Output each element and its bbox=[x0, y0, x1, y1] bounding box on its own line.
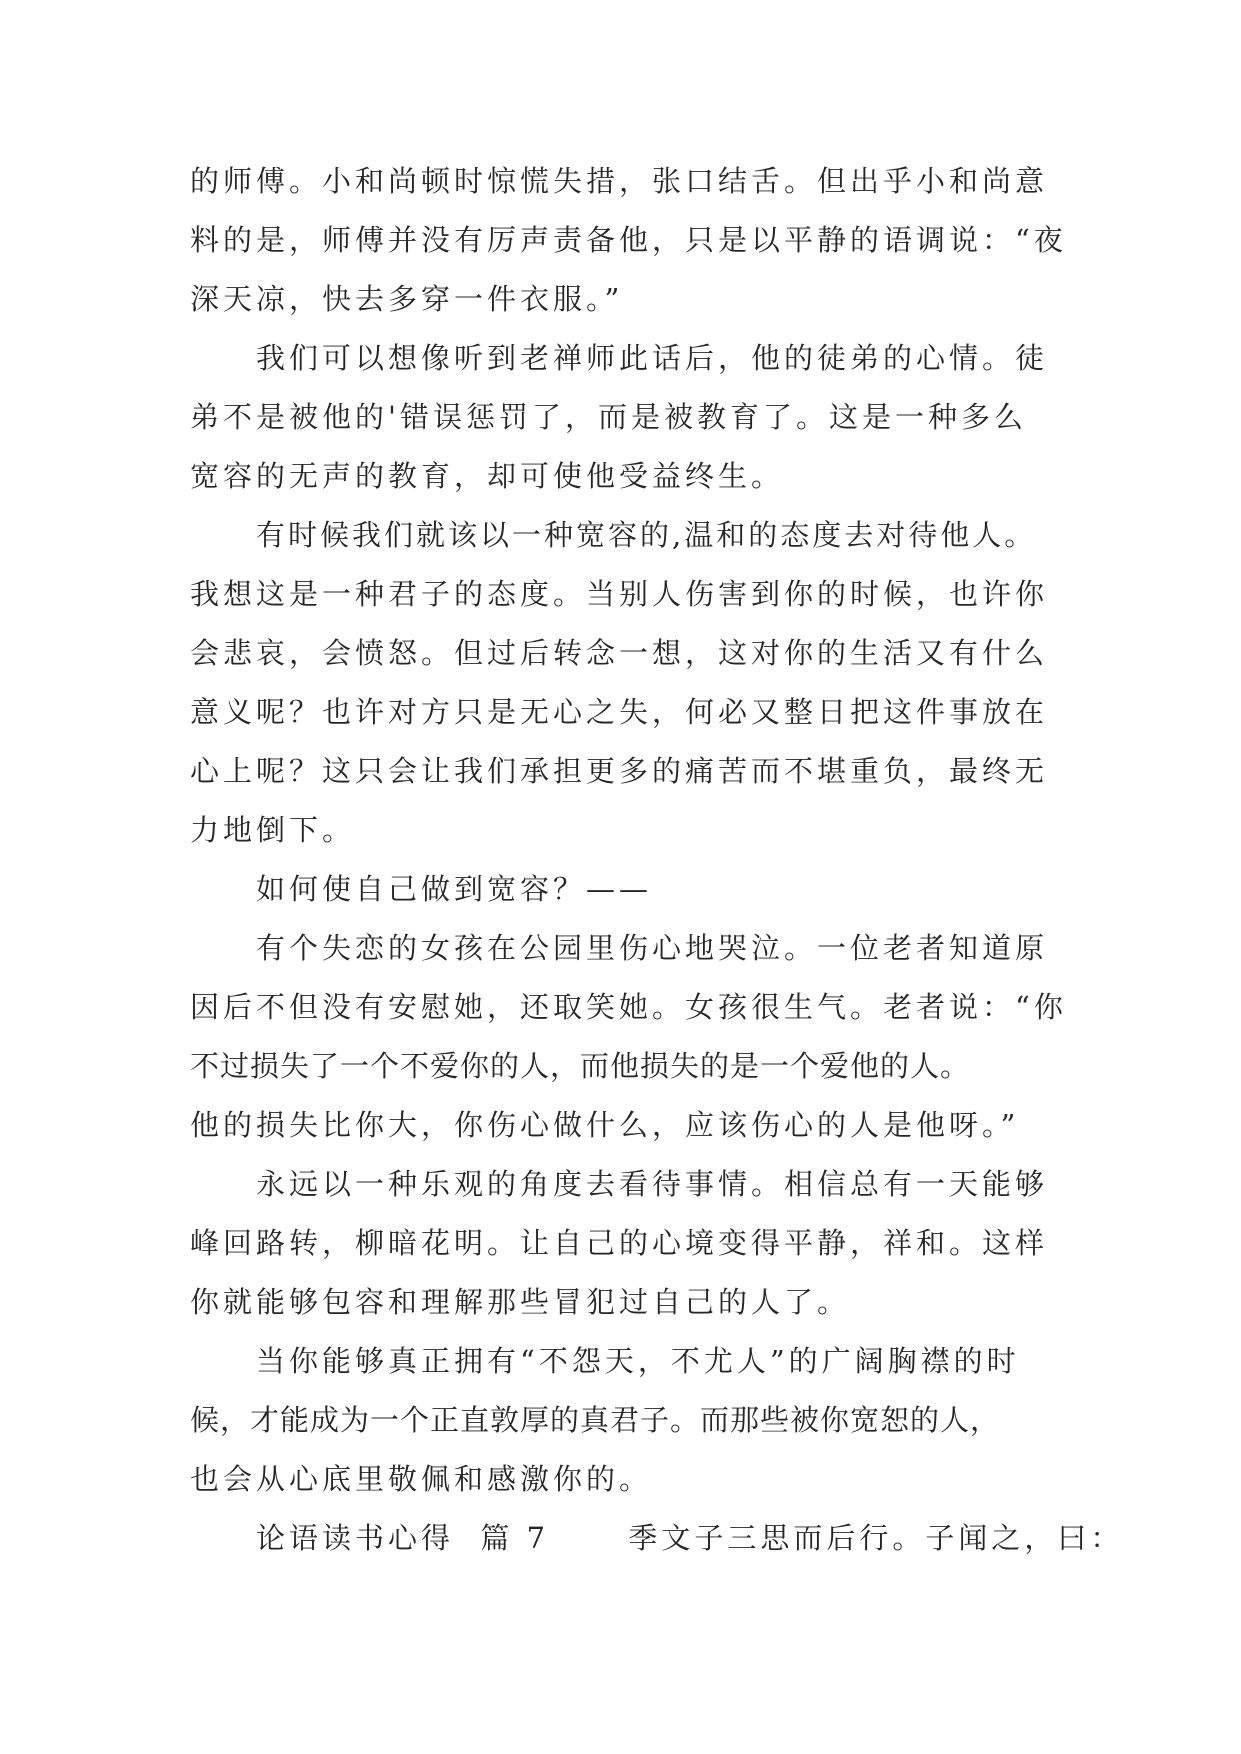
text-line: 意义呢？也许对方只是无心之失，何必又整日把这件事放在 bbox=[190, 695, 1049, 729]
document-body bbox=[190, 152, 1124, 1568]
text-line: 候，才能成为一个正直敦厚的真君子。而那些被你宽恕的人， bbox=[190, 1403, 1001, 1437]
paragraph-first-line: 永远以一种乐观的角度去看待事情。相信总有一天能够 bbox=[256, 1167, 1049, 1201]
text-line: 也会从心底里敬佩和感激你的。 bbox=[190, 1462, 653, 1496]
text-line: 心上呢？这只会让我们承担更多的痛苦而不堪重负，最终无 bbox=[190, 754, 1049, 788]
text-line: 弟不是被他的'错误惩罚了，而是被教育了。这是一种多么 bbox=[190, 400, 1027, 434]
paragraph-first-line: 有个失恋的女孩在公园里伤心地哭泣。一位老者知道原 bbox=[256, 931, 1049, 965]
text-line: 你就能够包容和理解那些冒犯过自己的人了。 bbox=[190, 1285, 851, 1319]
text-line: 我想这是一种君子的态度。当别人伤害到你的时候，也许你 bbox=[190, 577, 1049, 611]
section-heading-line: 论语读书心得 篇 7 季文子三思而后行。子闻之，曰： bbox=[256, 1521, 1124, 1555]
paragraph-first-line: 如何使自己做到宽容？—— bbox=[256, 872, 653, 906]
text-line: 因后不但没有安慰她，还取笑她。女孩很生气。老者说：“你 bbox=[190, 990, 1067, 1024]
paragraph-first-line: 当你能够真正拥有“不怨天，不尤人”的广阔胸襟的时 bbox=[256, 1344, 1020, 1378]
text-line: 深天凉，快去多穿一件衣服。” bbox=[190, 282, 624, 316]
text-line: 的师傅。小和尚顿时惊慌失措，张口结舌。但出乎小和尚意 bbox=[190, 164, 1049, 198]
text-line: 宽容的无声的教育，却可使他受益终生。 bbox=[190, 459, 785, 493]
paragraph-first-line: 有时候我们就该以一种宽容的,温和的态度去对待他人。 bbox=[256, 518, 1037, 552]
text-line: 料的是，师傅并没有厉声责备他，只是以平静的语调说：“夜 bbox=[190, 223, 1067, 257]
text-line: 他的损失比你大，你伤心做什么，应该伤心的人是他呀。” bbox=[190, 1108, 1020, 1142]
text-line: 峰回路转，柳暗花明。让自己的心境变得平静，祥和。这样 bbox=[190, 1226, 1049, 1260]
text-line: 不过损失了一个不爱你的人，而他损失的是一个爱他的人。 bbox=[190, 1049, 971, 1083]
text-line: 会悲哀，会愤怒。但过后转念一想，这对你的生活又有什么 bbox=[190, 636, 1049, 670]
text-line: 力地倒下。 bbox=[190, 813, 356, 847]
paragraph-first-line: 我们可以想像听到老禅师此话后，他的徒弟的心情。徒 bbox=[256, 341, 1049, 375]
